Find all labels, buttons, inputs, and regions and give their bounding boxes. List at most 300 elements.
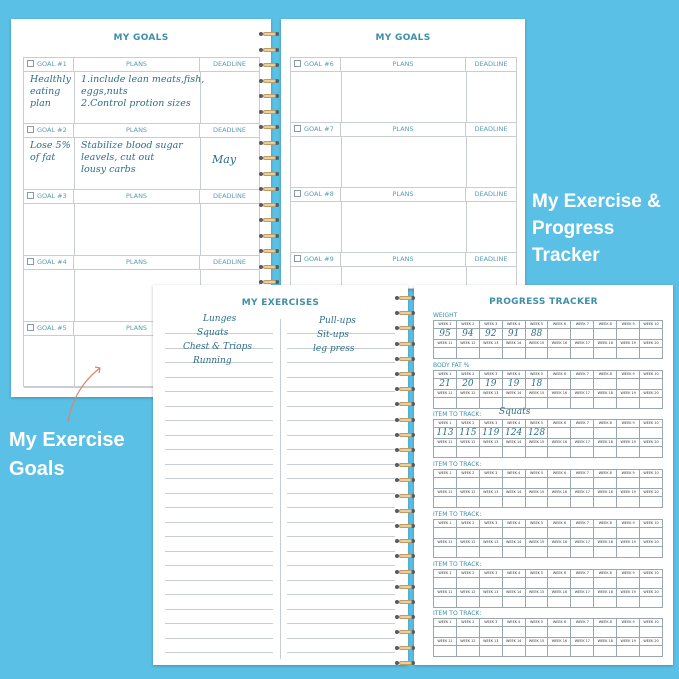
- goal-label: [24, 124, 74, 137]
- deadline-handwritten-text: May: [212, 153, 237, 166]
- week-value-cell[interactable]: [617, 447, 640, 458]
- week-value-cell[interactable]: [571, 348, 594, 359]
- week-header-cell: WEEK 19: [617, 340, 640, 348]
- week-value-cell[interactable]: [640, 379, 663, 390]
- tracker-value: 115: [459, 428, 477, 439]
- week-value-cell[interactable]: [640, 578, 663, 589]
- goal-header-row: [291, 58, 516, 72]
- goal-checkbox[interactable]: [27, 126, 34, 133]
- week-value-cell[interactable]: [594, 379, 617, 390]
- week-value-cell[interactable]: [594, 547, 617, 558]
- week-value-cell[interactable]: [434, 428, 457, 439]
- week-value-cell[interactable]: [480, 528, 503, 539]
- week-header-cell: WEEK 11: [434, 589, 457, 597]
- week-header-cell: WEEK 11: [434, 489, 457, 497]
- week-value-cell[interactable]: [571, 428, 594, 439]
- goal-label: [24, 190, 74, 203]
- week-value-cell[interactable]: [457, 547, 480, 558]
- binding-ring: [263, 63, 276, 67]
- plan-handwritten-text: Stabilize blood sugar leavels, cut out lousy carbs: [81, 140, 183, 175]
- week-value-cell[interactable]: [640, 597, 663, 608]
- week-value-cell[interactable]: [640, 646, 663, 657]
- week-value-cell[interactable]: [526, 379, 549, 390]
- week-header-cell: WEEK 2: [457, 570, 480, 578]
- tracker-value: 119: [482, 428, 500, 439]
- week-value-cell[interactable]: [548, 547, 571, 558]
- week-value-cell[interactable]: [457, 497, 480, 508]
- plans-header: PLANS: [74, 322, 200, 335]
- week-value-cell[interactable]: [594, 597, 617, 608]
- week-header-cell: WEEK 14: [503, 638, 526, 646]
- tracker-value: 19: [507, 378, 520, 389]
- week-value-cell[interactable]: [548, 528, 571, 539]
- tracker-value: 18: [530, 378, 543, 389]
- week-grid: [433, 370, 663, 409]
- week-value-cell[interactable]: [526, 329, 549, 340]
- binding-ring: [399, 387, 412, 391]
- week-value-cell[interactable]: [526, 597, 549, 608]
- plans-header: PLANS: [341, 123, 466, 136]
- week-value-cell[interactable]: [594, 428, 617, 439]
- goal-label-text: GOAL #1: [37, 60, 67, 68]
- week-value-cell[interactable]: [571, 547, 594, 558]
- week-value-cell[interactable]: [457, 627, 480, 638]
- week-value-cell[interactable]: [526, 646, 549, 657]
- week-value-cell[interactable]: [640, 348, 663, 359]
- exercise-line: [165, 377, 273, 378]
- week-value-cell[interactable]: [526, 547, 549, 558]
- week-header-cell: WEEK 9: [617, 619, 640, 627]
- binding-ring: [399, 539, 412, 543]
- week-header-cell: WEEK 12: [457, 439, 480, 447]
- exercise-line: [287, 493, 395, 494]
- week-value-cell[interactable]: [571, 478, 594, 489]
- week-header-cell: WEEK 7: [571, 371, 594, 379]
- exercise-line: [287, 449, 395, 450]
- week-value-cell[interactable]: [480, 428, 503, 439]
- week-value-cell[interactable]: [548, 478, 571, 489]
- binding-ring: [399, 554, 412, 558]
- week-value-cell[interactable]: [617, 348, 640, 359]
- week-value-cell[interactable]: [526, 627, 549, 638]
- week-value-cell[interactable]: [480, 447, 503, 458]
- week-value-cell[interactable]: [640, 627, 663, 638]
- goal-checkbox[interactable]: [294, 255, 301, 262]
- week-value-cell[interactable]: [548, 646, 571, 657]
- week-value-cell[interactable]: [480, 627, 503, 638]
- week-value-cell[interactable]: [503, 428, 526, 439]
- exercise-line: [287, 594, 395, 595]
- binding-ring: [263, 234, 276, 238]
- goal-col-divider: [74, 203, 75, 256]
- week-value-cell[interactable]: [571, 447, 594, 458]
- week-header-cell: WEEK 3: [480, 371, 503, 379]
- week-value-cell[interactable]: [480, 578, 503, 589]
- week-value-cell[interactable]: [434, 497, 457, 508]
- deadline-header: DEADLINE: [212, 258, 247, 266]
- tracker-value: 128: [527, 428, 546, 439]
- week-value-cell[interactable]: [594, 447, 617, 458]
- week-header-cell: WEEK 17: [571, 340, 594, 348]
- week-value-cell[interactable]: [571, 627, 594, 638]
- week-value-cell[interactable]: [526, 528, 549, 539]
- week-header-cell: WEEK 14: [503, 539, 526, 547]
- goals-left-title: MY GOALS: [113, 33, 169, 43]
- plans-header: PLANS: [74, 124, 200, 137]
- week-value-cell[interactable]: [457, 329, 480, 340]
- week-header-cell: WEEK 16: [548, 340, 571, 348]
- week-header-cell: WEEK 3: [480, 470, 503, 478]
- week-header-cell: WEEK 8: [594, 371, 617, 379]
- exercise-line: [287, 420, 395, 421]
- week-value-cell[interactable]: [594, 398, 617, 409]
- week-value-cell[interactable]: [503, 646, 526, 657]
- tracker-value: 95: [439, 329, 451, 339]
- week-value-cell[interactable]: [480, 478, 503, 489]
- binding-ring: [263, 32, 276, 36]
- week-value-cell[interactable]: [457, 478, 480, 489]
- week-value-cell[interactable]: [640, 528, 663, 539]
- week-value-cell[interactable]: [594, 627, 617, 638]
- week-value-cell[interactable]: [503, 379, 526, 390]
- binding-ring: [399, 585, 412, 589]
- week-header-cell: WEEK 15: [526, 340, 549, 348]
- week-value-cell[interactable]: [503, 627, 526, 638]
- week-value-cell[interactable]: [617, 497, 640, 508]
- goal-label: [291, 188, 341, 201]
- week-value-cell[interactable]: [571, 398, 594, 409]
- week-value-cell[interactable]: [617, 478, 640, 489]
- plans-header: PLANS: [341, 58, 466, 71]
- week-header-cell: WEEK 11: [434, 638, 457, 646]
- week-value-cell[interactable]: [526, 497, 549, 508]
- week-value-cell[interactable]: [480, 547, 503, 558]
- week-value-cell[interactable]: [434, 398, 457, 409]
- week-header-cell: WEEK 3: [480, 570, 503, 578]
- week-value-cell[interactable]: [594, 478, 617, 489]
- goal-checkbox[interactable]: [27, 192, 34, 199]
- exercise-line: [165, 406, 273, 407]
- week-value-cell[interactable]: [526, 447, 549, 458]
- week-header-cell: WEEK 2: [457, 371, 480, 379]
- week-value-cell[interactable]: [548, 497, 571, 508]
- week-value-cell[interactable]: [434, 379, 457, 390]
- week-header-cell: WEEK 13: [480, 489, 503, 497]
- week-value-cell[interactable]: [434, 478, 457, 489]
- week-value-cell[interactable]: [571, 597, 594, 608]
- binding-ring: [263, 141, 276, 145]
- week-header-cell: WEEK 6: [548, 420, 571, 428]
- week-header-cell: WEEK 16: [548, 638, 571, 646]
- exercise-line: [165, 464, 273, 465]
- week-value-cell[interactable]: [571, 329, 594, 340]
- week-header-cell: WEEK 17: [571, 638, 594, 646]
- week-value-cell[interactable]: [617, 398, 640, 409]
- week-value-cell[interactable]: [594, 348, 617, 359]
- goal-checkbox[interactable]: [27, 60, 34, 67]
- goal-header-row: [24, 190, 259, 204]
- week-value-cell[interactable]: [594, 497, 617, 508]
- week-header-cell: WEEK 10: [640, 570, 663, 578]
- week-header-cell: WEEK 14: [503, 340, 526, 348]
- exercise-line: [165, 609, 273, 610]
- week-value-cell[interactable]: [434, 547, 457, 558]
- week-header-cell: WEEK 1: [434, 420, 457, 428]
- goal-checkbox[interactable]: [294, 125, 301, 132]
- week-value-cell[interactable]: [503, 597, 526, 608]
- week-value-cell[interactable]: [434, 329, 457, 340]
- week-header-cell: WEEK 5: [526, 420, 549, 428]
- week-value-cell[interactable]: [457, 348, 480, 359]
- tracker-label: ITEM TO TRACK:: [433, 560, 482, 568]
- week-value-cell[interactable]: [457, 646, 480, 657]
- week-value-cell[interactable]: [571, 497, 594, 508]
- week-value-cell[interactable]: [548, 627, 571, 638]
- week-value-cell[interactable]: [640, 497, 663, 508]
- plans-header: PLANS: [341, 253, 466, 266]
- week-header-cell: WEEK 18: [594, 340, 617, 348]
- week-value-cell[interactable]: [617, 578, 640, 589]
- week-header-cell: WEEK 9: [617, 420, 640, 428]
- week-header-cell: WEEK 2: [457, 470, 480, 478]
- deadline-header: DEADLINE: [474, 255, 508, 263]
- binding-ring: [399, 418, 412, 422]
- week-value-cell[interactable]: [503, 329, 526, 340]
- callout-arrow: [60, 358, 110, 428]
- week-value-cell[interactable]: [640, 398, 663, 409]
- week-value-cell[interactable]: [434, 348, 457, 359]
- week-header-cell: WEEK 18: [594, 390, 617, 398]
- tracker-item-name: Squats: [499, 407, 531, 418]
- week-header-cell: WEEK 13: [480, 539, 503, 547]
- week-header-cell: WEEK 1: [434, 371, 457, 379]
- exercise-line: [287, 609, 395, 610]
- goals-right-title: MY GOALS: [375, 33, 431, 43]
- goal-col-divider: [74, 137, 75, 190]
- goal-label-text: GOAL #6: [304, 60, 334, 68]
- goal-col-divider: [74, 269, 75, 322]
- tracker-label: BODY FAT %: [433, 361, 470, 369]
- week-header-cell: WEEK 1: [434, 321, 457, 329]
- week-header-cell: WEEK 16: [548, 439, 571, 447]
- week-value-cell[interactable]: [457, 379, 480, 390]
- week-value-cell[interactable]: [640, 329, 663, 340]
- week-value-cell[interactable]: [617, 646, 640, 657]
- goal-checkbox[interactable]: [27, 258, 34, 265]
- promo-tracker-heading: [532, 188, 661, 269]
- week-value-cell[interactable]: [434, 447, 457, 458]
- deadline-header: DEADLINE: [474, 60, 508, 68]
- tracker-section: [433, 610, 663, 658]
- week-header-cell: WEEK 8: [594, 619, 617, 627]
- week-value-cell[interactable]: [594, 646, 617, 657]
- exercise-line: [287, 507, 395, 508]
- goal-label: [24, 256, 74, 269]
- week-value-cell[interactable]: [548, 398, 571, 409]
- week-value-cell[interactable]: [571, 379, 594, 390]
- week-value-cell[interactable]: [640, 547, 663, 558]
- week-value-cell[interactable]: [480, 348, 503, 359]
- progress-title: PROGRESS TRACKER: [489, 297, 598, 307]
- week-value-cell[interactable]: [503, 348, 526, 359]
- week-value-cell[interactable]: [617, 547, 640, 558]
- week-value-cell[interactable]: [480, 646, 503, 657]
- goal-checkbox[interactable]: [294, 190, 301, 197]
- tracker-label: ITEM TO TRACK:: [433, 510, 482, 518]
- goal-col-divider: [74, 71, 75, 124]
- tracker-section: [433, 461, 663, 509]
- week-value-cell[interactable]: [503, 497, 526, 508]
- exercise-line: [287, 551, 395, 552]
- tracker-value: 92: [485, 329, 497, 339]
- week-value-cell[interactable]: [434, 627, 457, 638]
- week-header-cell: WEEK 9: [617, 321, 640, 329]
- binding-ring: [399, 630, 412, 634]
- week-value-cell[interactable]: [617, 428, 640, 439]
- goal-col-divider: [341, 201, 342, 253]
- week-header-cell: WEEK 18: [594, 439, 617, 447]
- goal-col-divider: [466, 201, 467, 253]
- week-header-cell: WEEK 6: [548, 371, 571, 379]
- week-value-cell[interactable]: [617, 379, 640, 390]
- week-value-cell[interactable]: [480, 379, 503, 390]
- week-value-cell[interactable]: [434, 528, 457, 539]
- week-value-cell[interactable]: [548, 379, 571, 390]
- week-value-cell[interactable]: [503, 528, 526, 539]
- week-header-cell: WEEK 13: [480, 340, 503, 348]
- goal-checkbox[interactable]: [294, 60, 301, 67]
- week-value-cell[interactable]: [594, 578, 617, 589]
- week-value-cell[interactable]: [457, 528, 480, 539]
- week-value-cell[interactable]: [617, 528, 640, 539]
- exercise-line: [165, 435, 273, 436]
- exercise-line: [287, 362, 395, 363]
- week-header-cell: WEEK 17: [571, 589, 594, 597]
- week-header-cell: WEEK 4: [503, 619, 526, 627]
- week-value-cell[interactable]: [548, 447, 571, 458]
- week-header-cell: WEEK 11: [434, 340, 457, 348]
- binding-ring: [399, 646, 412, 650]
- week-value-cell[interactable]: [548, 597, 571, 608]
- week-value-cell[interactable]: [640, 428, 663, 439]
- week-header-cell: WEEK 10: [640, 470, 663, 478]
- week-value-cell[interactable]: [457, 398, 480, 409]
- binding-ring: [399, 433, 412, 437]
- week-header-cell: WEEK 9: [617, 570, 640, 578]
- week-value-cell[interactable]: [571, 578, 594, 589]
- plan-handwritten-text: 1.include lean meats,fish, eggs,nuts 2.Control protion sizes: [81, 74, 205, 109]
- week-header-cell: WEEK 5: [526, 619, 549, 627]
- exercise-line: [287, 522, 395, 523]
- week-header-cell: WEEK 15: [526, 489, 549, 497]
- week-value-cell[interactable]: [457, 428, 480, 439]
- exercise-entry: Pull-ups: [319, 316, 356, 326]
- week-header-cell: WEEK 6: [548, 619, 571, 627]
- week-value-cell[interactable]: [434, 597, 457, 608]
- week-value-cell[interactable]: [503, 478, 526, 489]
- deadline-header: DEADLINE: [212, 192, 247, 200]
- week-value-cell[interactable]: [617, 329, 640, 340]
- week-value-cell[interactable]: [640, 478, 663, 489]
- week-value-cell[interactable]: [434, 646, 457, 657]
- goal-checkbox[interactable]: [27, 324, 34, 331]
- week-value-cell[interactable]: [526, 578, 549, 589]
- exercise-line: [165, 420, 273, 421]
- week-value-cell[interactable]: [526, 478, 549, 489]
- binding-ring: [263, 187, 276, 191]
- week-value-cell[interactable]: [548, 578, 571, 589]
- week-value-cell[interactable]: [571, 528, 594, 539]
- week-grid: [433, 320, 663, 359]
- week-header-cell: WEEK 11: [434, 439, 457, 447]
- exercise-line: [287, 391, 395, 392]
- week-header-cell: WEEK 6: [548, 470, 571, 478]
- binding-ring: [399, 402, 412, 406]
- week-value-cell[interactable]: [457, 447, 480, 458]
- week-value-cell[interactable]: [480, 497, 503, 508]
- tracker-section: [433, 511, 663, 559]
- week-value-cell[interactable]: [434, 578, 457, 589]
- exercise-line: [165, 391, 273, 392]
- week-header-cell: WEEK 10: [640, 321, 663, 329]
- week-value-cell[interactable]: [480, 329, 503, 340]
- binding-ring: [263, 218, 276, 222]
- exercise-line: [165, 594, 273, 595]
- exercise-line: [287, 652, 395, 653]
- week-header-cell: WEEK 10: [640, 420, 663, 428]
- week-value-cell[interactable]: [617, 597, 640, 608]
- exercise-line: [165, 638, 273, 639]
- week-header-cell: WEEK 20: [640, 390, 663, 398]
- week-value-cell[interactable]: [640, 447, 663, 458]
- tracker-label: WEIGHT: [433, 312, 458, 319]
- goal-header-row: [291, 123, 516, 137]
- exercise-line: [165, 507, 273, 508]
- deadline-header: DEADLINE: [212, 60, 247, 68]
- week-value-cell[interactable]: [594, 329, 617, 340]
- week-value-cell[interactable]: [526, 428, 549, 439]
- promo-goals-heading: [9, 426, 125, 484]
- week-value-cell[interactable]: [617, 627, 640, 638]
- binding-ring: [399, 494, 412, 498]
- week-value-cell[interactable]: [571, 646, 594, 657]
- week-header-cell: WEEK 14: [503, 489, 526, 497]
- week-value-cell[interactable]: [503, 447, 526, 458]
- week-header-cell: WEEK 2: [457, 520, 480, 528]
- week-header-cell: WEEK 7: [571, 520, 594, 528]
- week-header-cell: WEEK 6: [548, 570, 571, 578]
- exercise-line: [165, 551, 273, 552]
- week-value-cell[interactable]: [548, 329, 571, 340]
- week-value-cell[interactable]: [526, 348, 549, 359]
- promo-tracker-line1: My Exercise &: [532, 191, 661, 212]
- week-header-cell: WEEK 15: [526, 539, 549, 547]
- week-header-cell: WEEK 2: [457, 420, 480, 428]
- week-value-cell[interactable]: [457, 578, 480, 589]
- week-value-cell[interactable]: [548, 428, 571, 439]
- week-value-cell[interactable]: [480, 597, 503, 608]
- binding-ring: [399, 661, 412, 665]
- week-value-cell[interactable]: [457, 597, 480, 608]
- tracker-value: 88: [530, 329, 543, 339]
- week-header-cell: WEEK 14: [503, 390, 526, 398]
- week-value-cell[interactable]: [503, 547, 526, 558]
- week-value-cell[interactable]: [503, 578, 526, 589]
- exercise-column-divider: [280, 319, 281, 659]
- week-value-cell[interactable]: [594, 528, 617, 539]
- week-value-cell[interactable]: [548, 348, 571, 359]
- exercise-entry: leg press: [313, 344, 355, 354]
